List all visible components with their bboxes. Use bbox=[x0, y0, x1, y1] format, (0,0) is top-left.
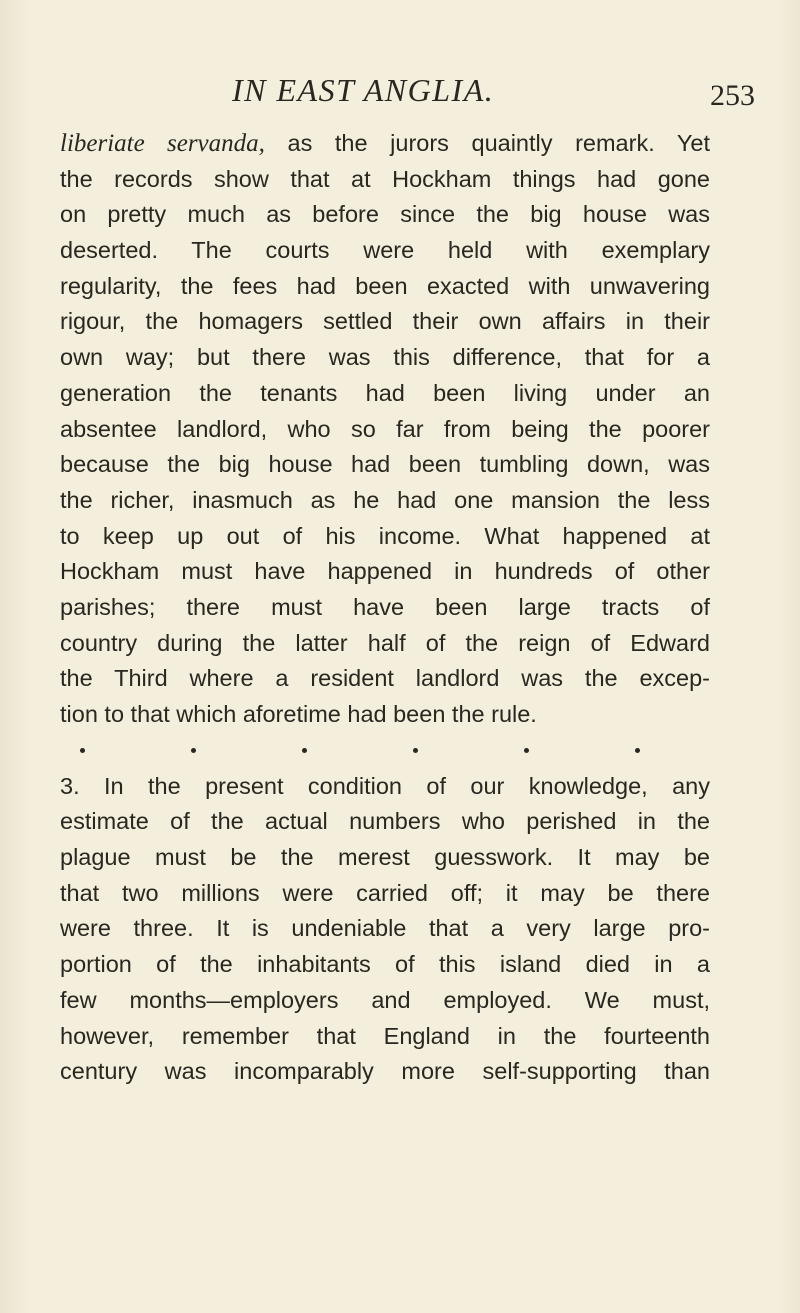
text-line: 3. In the present condition of our knowledge, any bbox=[60, 772, 710, 799]
text-line: parishes; there must have been large tracts of bbox=[60, 593, 710, 620]
ellipsis-dot bbox=[302, 748, 307, 753]
body-text bbox=[60, 126, 710, 1090]
text-line: the richer, inasmuch as he had one mansion the less bbox=[60, 486, 710, 513]
paragraph-2 bbox=[60, 769, 710, 1090]
text-line: century was incomparably more self-supporting than bbox=[60, 1058, 710, 1085]
text-line: the records show that at Hockham things had gone bbox=[60, 165, 710, 192]
running-title: IN EAST ANGLIA. bbox=[232, 72, 495, 108]
text-line: because the big house had been tumbling down, was bbox=[60, 451, 710, 478]
section-break-dots bbox=[80, 733, 640, 769]
text-line: generation the tenants had been living under an bbox=[60, 379, 710, 406]
text-line: were three. It is undeniable that a very large pro- bbox=[60, 915, 710, 942]
text-line: however, remember that England in the fourteenth bbox=[60, 1022, 710, 1049]
text-line: estimate of the actual numbers who perished in the bbox=[60, 808, 710, 835]
text-line: country during the latter half of the reign of Edward bbox=[60, 629, 710, 656]
text-line: absentee landlord, who so far from being the poorer bbox=[60, 415, 710, 442]
text-line: portion of the inhabitants of this island died in a bbox=[60, 951, 710, 978]
ellipsis-dot bbox=[635, 748, 640, 753]
text-line: deserted. The courts were held with exemplary bbox=[60, 237, 710, 264]
text-line: few months—employers and employed. We must, bbox=[60, 986, 710, 1013]
text-line: rigour, the homagers settled their own affairs in their bbox=[60, 308, 710, 335]
text-line: to keep up out of his income. What happened at bbox=[60, 522, 710, 549]
text-line: on pretty much as before since the big house was bbox=[60, 201, 710, 228]
paragraph-1 bbox=[60, 126, 710, 733]
ellipsis-dot bbox=[191, 748, 196, 753]
ellipsis-dot bbox=[80, 748, 85, 753]
text-line: tion to that which aforetime had been the rule. bbox=[60, 701, 537, 727]
text-line: own way; but there was this difference, that for a bbox=[60, 344, 710, 371]
text-line: the Third where a resident landlord was the excep- bbox=[60, 665, 710, 692]
text-line: Hockham must have happened in hundreds of other bbox=[60, 558, 710, 585]
text-line: that two millions were carried off; it may be there bbox=[60, 879, 710, 906]
text-line: plague must be the merest guesswork. It may be bbox=[60, 844, 710, 871]
latin-phrase: liberiate servanda, bbox=[60, 130, 265, 157]
ellipsis-dot bbox=[413, 748, 418, 753]
running-head bbox=[0, 70, 800, 114]
text-line bbox=[60, 126, 710, 162]
text-line: regularity, the fees had been exacted with unwavering bbox=[60, 272, 710, 299]
text-span: as the jurors quaintly remark. Yet bbox=[264, 130, 710, 156]
ellipsis-dot bbox=[524, 748, 529, 753]
page-number: 253 bbox=[710, 79, 755, 112]
